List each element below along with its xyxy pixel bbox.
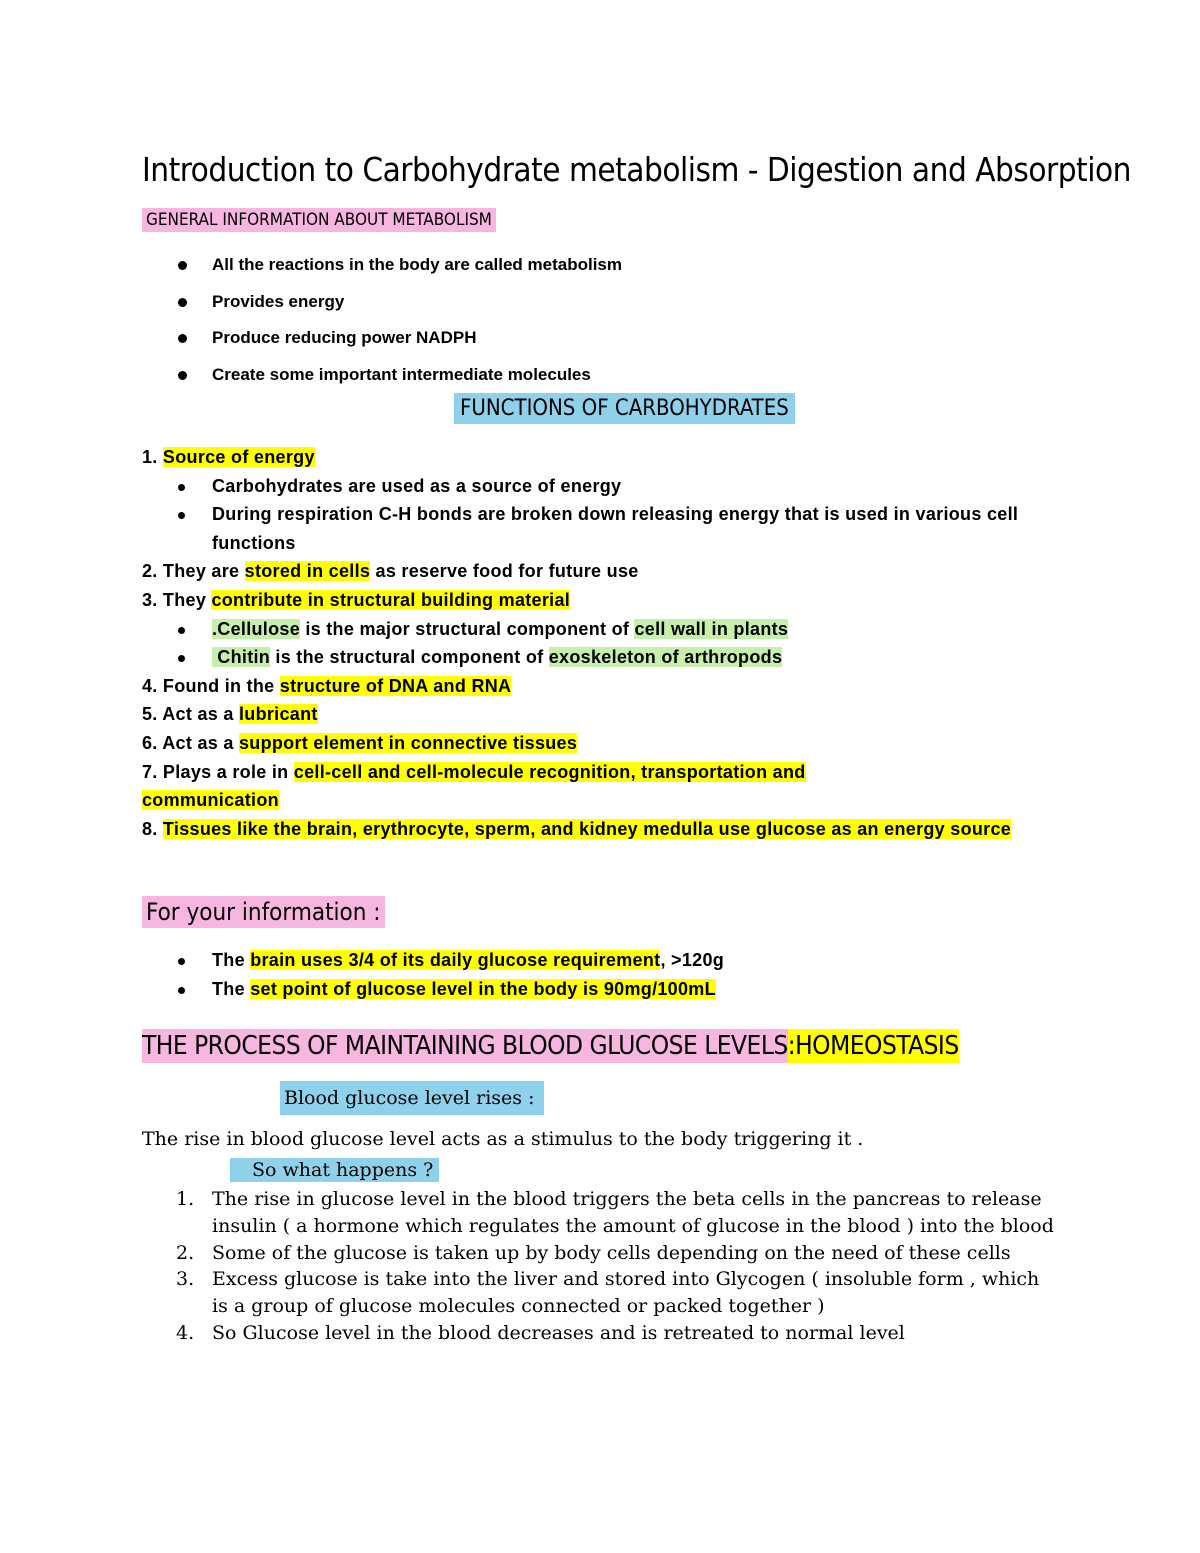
highlight: cell wall in plants [634,618,789,639]
heading-for-your-information: For your information : [142,896,385,928]
function-item-1: 1. Source of energy [142,447,315,467]
function-subitem: During respiration C-H bonds are broken down releasing energy that is used in various cell functions [142,500,1022,557]
function-item-5: 5. Act as a lubricant [142,704,318,725]
list-item: All the reactions in the body are called metabolism [178,253,622,290]
highlight: set point of glucose level in the body is 90mg/100mL [250,978,716,999]
function-item-4: 4. Found in the structure of DNA and RNA [142,675,512,696]
subheading-glucose-rises: Blood glucose level rises : [280,1081,544,1115]
function-subitem: Carbohydrates are used as a source of energy [142,472,1022,501]
function-item-2: 2. They are stored in cells as reserve food for future use [142,561,639,582]
function-subitem: .Cellulose is the major structural component of cell wall in plants [142,615,1022,644]
list-item: Produce reducing power NADPH [178,326,622,363]
heading-functions-of-carbohydrates: FUNCTIONS OF CARBOHYDRATES [454,393,795,424]
function-item-3: 3. They contribute in structural building material [142,589,571,610]
list-item: Create some important intermediate molecules [178,363,622,400]
heading-blood-glucose-homeostasis: THE PROCESS OF MAINTAINING BLOOD GLUCOSE LEVELS:HOMEOSTASIS [142,1031,959,1061]
list-item: Provides energy [178,290,622,327]
highlight: exoskeleton of arthropods [548,647,783,668]
highlight: .Cellulose [212,618,301,639]
highlight: cell-cell and cell-molecule recognition, transportation and communication [142,761,806,811]
subheading-what-happens: So what happens ? [230,1158,439,1182]
list-item: 3. Excess glucose is take into the liver and stored into Glycogen ( insoluble form , which is a group of glucose molecules connected or packed together ) [176,1268,1040,1318]
function-item-6: 6. Act as a support element in connective tissues [142,732,578,753]
info-list [142,946,724,1003]
highlight: Tissues like the brain, erythrocyte, sperm, and kidney medulla use glucose as an energy source [162,818,1012,839]
list-item: 1. The rise in glucose level in the blood triggers the beta cells in the pancreas to release insulin ( a hormone which regulates the amount of glucose in the blood ) into the blood [176,1188,1054,1237]
list-item: 4. So Glucose level in the blood decreases and is retreated to normal level [176,1321,905,1344]
info-item: The brain uses 3/4 of its daily glucose requirement, >120g [142,946,724,975]
general-bullet-list [178,253,622,399]
function-item-8: 8. Tissues like the brain, erythrocyte, sperm, and kidney medulla use glucose as an energy source [142,818,1012,839]
highlight: stored in cells [244,561,371,582]
highlight: lubricant [238,704,318,725]
info-item: The set point of glucose level in the body is 90mg/100mL [142,975,724,1004]
document-title: Introduction to Carbohydrate metabolism - Digestion and Absorption [142,150,1131,189]
highlight: brain uses 3/4 of its daily glucose requirement [250,950,661,970]
process-steps-list [142,1186,1082,1347]
highlight: structure of DNA and RNA [279,675,512,696]
function-subitem: Chitin is the structural component of exoskeleton of arthropods [142,643,1022,672]
functions-list [142,443,1022,843]
highlight: Source of energy [162,447,315,467]
heading-general-information: GENERAL INFORMATION ABOUT METABOLISM [142,208,496,232]
highlight: Chitin [212,647,271,668]
highlight: contribute in structural building material [211,589,571,610]
stimulus-text: The rise in blood glucose level acts as a stimulus to the body triggering it . [142,1128,864,1150]
function-item-7: 7. Plays a role in cell-cell and cell-molecule recognition, transportation and communication [142,761,806,811]
list-item: 2. Some of the glucose is taken up by body cells depending on the need of these cells [176,1241,1011,1264]
highlight: support element in connective tissues [238,732,578,753]
